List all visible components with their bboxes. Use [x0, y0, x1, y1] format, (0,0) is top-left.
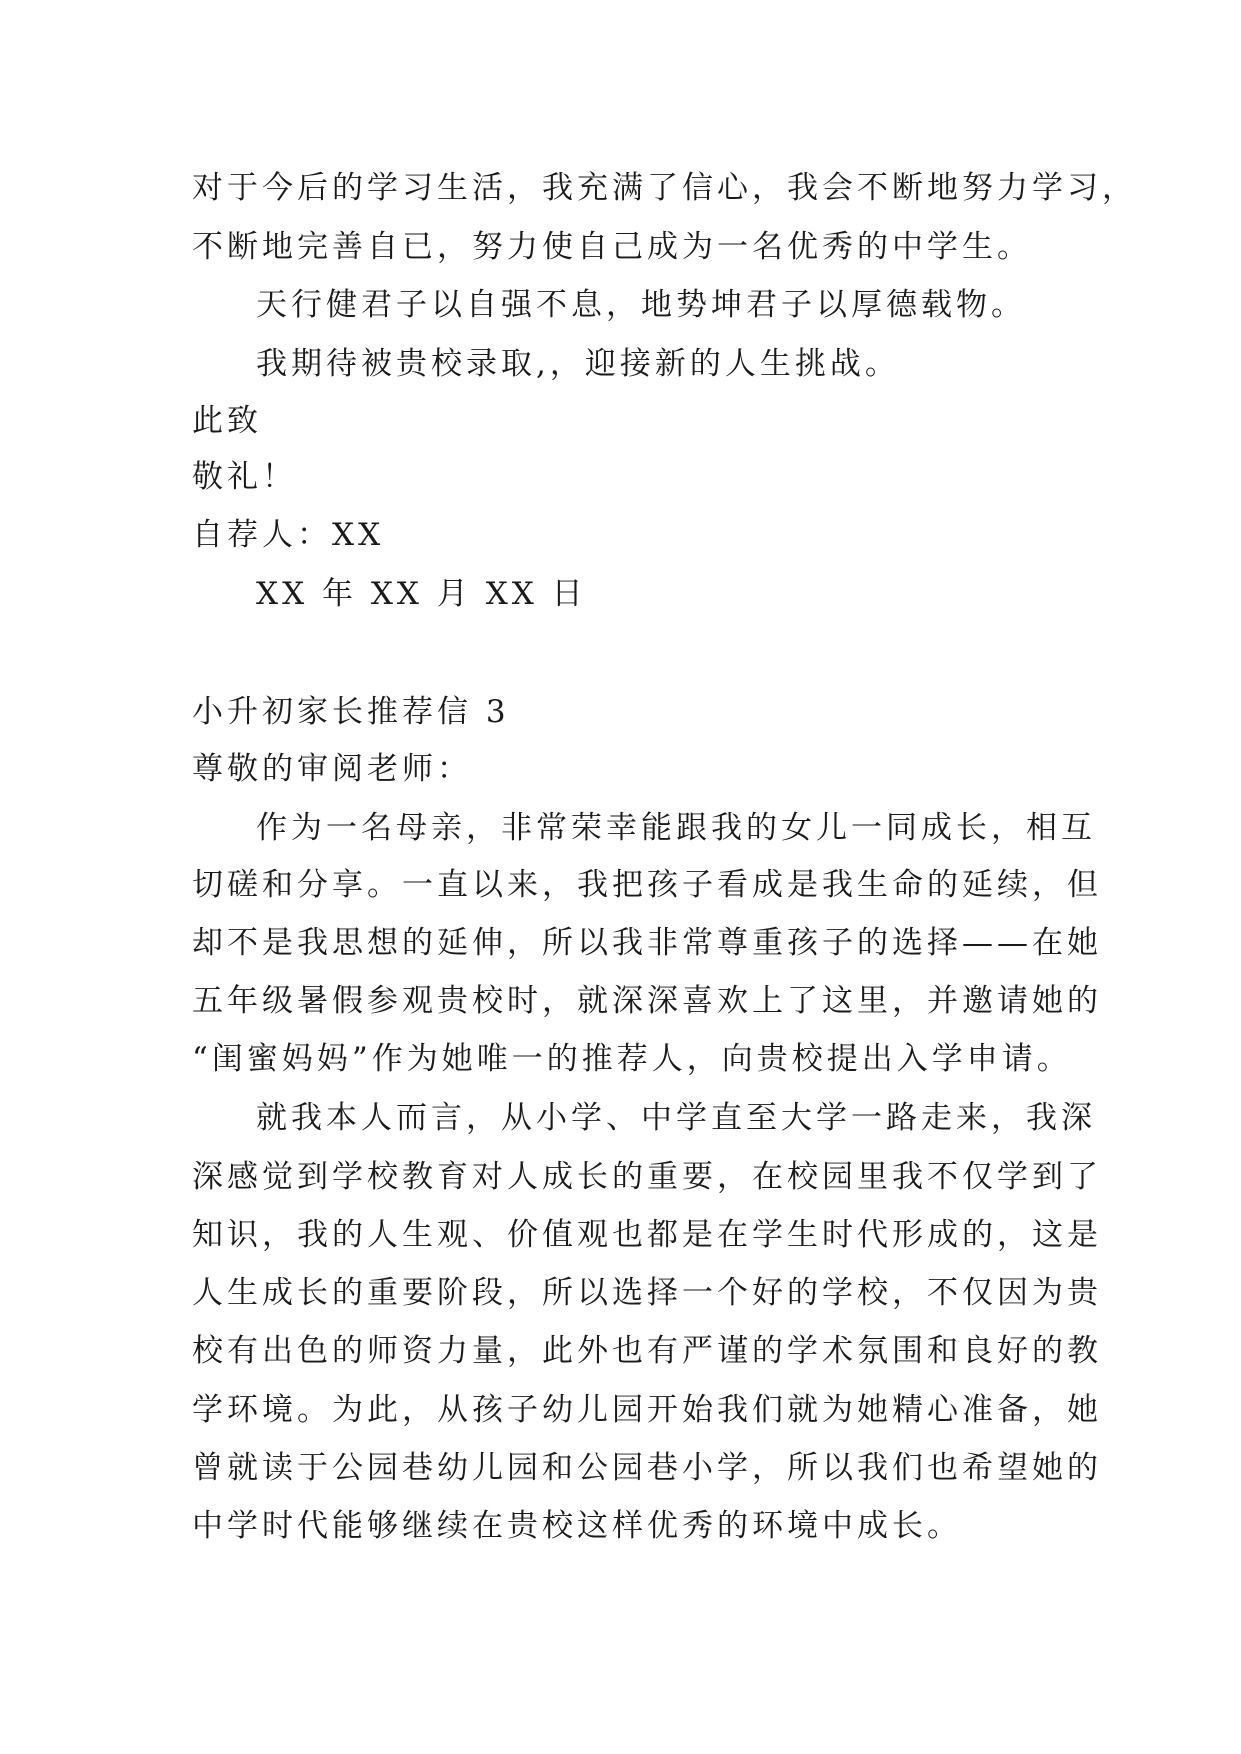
- paragraph-3: 我期待被贵校录取,，迎接新的人生挑战。: [256, 346, 900, 382]
- paragraph-5-line-4: 人生成长的重要阶段，所以选择一个好的学校，不仅因为贵: [192, 1275, 1102, 1311]
- section-title: 小升初家长推荐信 3: [192, 694, 510, 730]
- paragraph-5-line-2: 深感觉到学校教育对人成长的重要，在校园里我不仅学到了: [192, 1159, 1102, 1195]
- paragraph-5-line-5: 校有出色的师资力量，此外也有严谨的学术氛围和良好的教: [192, 1333, 1102, 1369]
- signature: 自荐人：XX: [192, 517, 385, 553]
- salutation: 尊敬的审阅老师：: [192, 751, 472, 787]
- paragraph-4-line-1: 作为一名母亲，非常荣幸能跟我的女儿一同成长，相互: [256, 810, 1096, 846]
- paragraph-5-line-7: 曾就读于公园巷幼儿园和公园巷小学，所以我们也希望她的: [192, 1450, 1102, 1486]
- paragraph-1-line-1: 对于今后的学习生活，我充满了信心，我会不断地努力学习，: [192, 170, 1137, 206]
- paragraph-2: 天行健君子以自强不息，地势坤君子以厚德载物。: [256, 287, 1026, 323]
- paragraph-4-line-5: “闺蜜妈妈”作为她唯一的推荐人，向贵校提出入学申请。: [192, 1041, 1072, 1077]
- date: XX 年 XX 月 XX 日: [256, 576, 587, 612]
- closing-line-2: 敬礼！: [192, 459, 297, 495]
- paragraph-4-line-2: 切磋和分享。一直以来，我把孩子看成是我生命的延续，但: [192, 867, 1102, 903]
- paragraph-4-line-4: 五年级暑假参观贵校时，就深深喜欢上了这里，并邀请她的: [192, 983, 1102, 1019]
- paragraph-4-line-3: 却不是我思想的延伸，所以我非常尊重孩子的选择——在她: [192, 925, 1102, 961]
- paragraph-5-line-6: 学环境。为此，从孩子幼儿园开始我们就为她精心准备，她: [192, 1392, 1102, 1428]
- paragraph-5-line-3: 知识，我的人生观、价值观也都是在学生时代形成的，这是: [192, 1217, 1102, 1253]
- closing-line-1: 此致: [192, 403, 262, 439]
- paragraph-5-line-1: 就我本人而言，从小学、中学直至大学一路走来，我深: [256, 1100, 1096, 1136]
- paragraph-1-line-2: 不断地完善自已，努力使自己成为一名优秀的中学生。: [192, 229, 1032, 265]
- paragraph-5-line-8: 中学时代能够继续在贵校这样优秀的环境中成长。: [192, 1508, 962, 1544]
